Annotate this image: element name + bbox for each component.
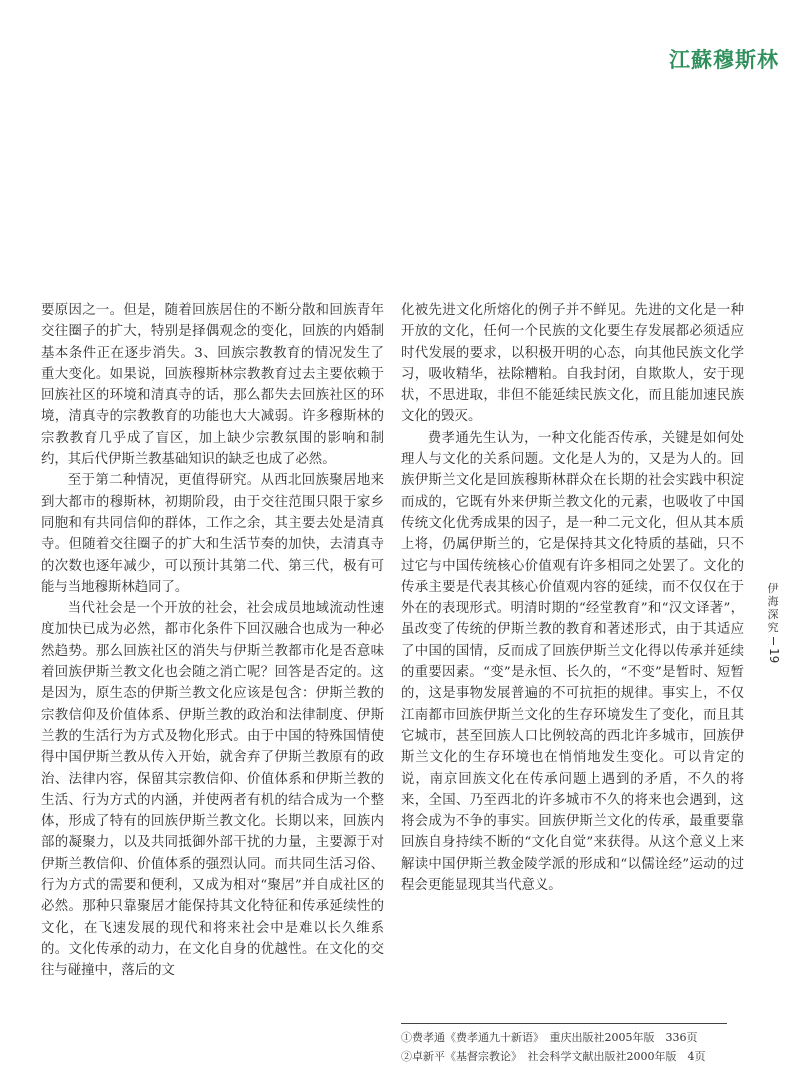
journal-title: 江蘇穆斯林: [669, 47, 779, 72]
paragraph: 至于第二种情况，更值得研究。从西北回族聚居地来到大都市的穆斯林，初期阶段，由于交往范围只限于家乡同胞和有共同信仰的群体，工作之余，其主要去处是清真寺。但随着交往圈子的扩大和生活节奏的加快，去清真寺的次数也逐年减少，可以预计其第二代、第三代，极有可能与当地穆斯林趋同了。: [41, 473, 384, 595]
left-column: [41, 300, 384, 1060]
footnote: ①费孝通《费孝通九十新语》 重庆出版社2005年版 336页: [401, 1031, 698, 1044]
paragraph: 化被先进文化所熔化的例子并不鲜见。先进的文化是一种开放的文化，任何一个民族的文化要生存发展都必须适应时代发展的要求，以积极开明的心态，向其他民族文化学习，吸收精华，祛除糟粕。自我封闭，自欺欺人，安于现状，不思进取，非但不能延续民族文化，而且能加速民族文化的毁灭。: [401, 303, 744, 425]
footnotes: [401, 1028, 781, 1066]
footnote: ②卓新平《基督宗教论》 社会科学文献出版社2000年版 4页: [401, 1050, 706, 1063]
running-journal-name: 伊海深究: [767, 582, 779, 634]
paragraph: 要原因之一。但是，随着回族居住的不断分散和回族青年交往圈子的扩大，特别是择偶观念的变化，回族的内婚制基本条件正在逐步消失。3、回族宗教教育的情况发生了重大变化。如果说，回族穆斯林宗教教育过去主要依赖于回族社区的环境和清真寺的话，那么都失去回族社区的环境，清真寺的宗教教育的功能也大大减弱。许多穆斯林的宗教教育几乎成了盲区，加上缺少宗教氛围的影响和制约，其后代伊斯兰教基础知识的缺乏也成了必然。: [41, 303, 384, 468]
right-column: [401, 300, 744, 900]
footnote-divider: [401, 1023, 727, 1024]
running-footer: [766, 582, 780, 663]
divider: [773, 637, 774, 645]
paragraph: 费孝通先生认为，一种文化能否传承，关键是如何处理人与文化的关系问题。文化是人为的，又是为人的。回族伊斯兰文化是回族穆斯林群众在长期的社会实践中积淀而成的，它既有外来伊斯兰教文化的元素，也吸收了中国传统文化优秀成果的因子，是一种二元文化，但从其本质上将，仍属伊斯兰的，它是保持其文化特质的基础，只不过它与中国传统核心价值观有许多相同之处罢了。文化的传承主要是代表其核心价值观内容的延续，而不仅仅在于外在的表现形式。明清时期的“经堂教育”和“汉文译著”，虽改变了传统的伊斯兰教的教育和著述形式，由于其适应了中国的国情，反而成了回族伊斯兰文化得以传承并延续的重要因素。“变”是永恒、长久的，“不变”是暂时、短暂的，这是事物发展普遍的不可抗拒的规律。事实上，不仅江南都市回族伊斯兰文化的生存环境发生了变化，而且其它城市，甚至回族人口比例较高的西北许多城市，回族伊斯兰文化的生存环境也在悄悄地发生变化。可以肯定的说，南京回族文化在传承问题上遇到的矛盾，不久的将来，全国、乃至西北的许多城市不久的将来也会遇到，这将会成为不争的事实。回族伊斯兰文化的传承，最重要靠回族自身持续不断的“文化自觉”来获得。从这个意义上来解读中国伊斯兰教金陵学派的形成和“以儒诠经”运动的过程会更能显现其当代意义。: [401, 430, 744, 894]
paragraph: 当代社会是一个开放的社会，社会成员地域流动性速度加快已成为必然，都市化条件下回汉融合也成为一种必然趋势。那么回族社区的消失与伊斯兰教都市化是否意味着回族伊斯兰教文化也会随之消亡呢？回答是否定的。这是因为，原生态的伊斯兰教文化应该是包含：伊斯兰教的宗教信仰及价值体系、伊斯兰教的政治和法律制度、伊斯兰教的生活行为方式及物化形式。由于中国的特殊国情使得中国伊斯兰教从传入开始，就舍弃了伊斯兰教原有的政治、法律内容，保留其宗教信仰、价值体系和伊斯兰教的生活、行为方式的内涵，并使两者有机的结合成为一个整体，形成了特有的回族伊斯兰教文化。长期以来，回族内部的凝聚力，以及共同抵御外部干扰的力量，主要源于对伊斯兰教信仰、价值体系的强烈认同。而共同生活习俗、行为方式的需要和便利，又成为相对“聚居”并自成社区的必然。那种只靠聚居才能保持其文化特征和传承延续性的文化，在飞速发展的现代和将来社会中是难以长久维系的。文化传承的动力，在文化自身的优越性。在文化的交往与碰撞中，落后的文: [41, 601, 384, 979]
page-number: 19: [767, 648, 781, 664]
